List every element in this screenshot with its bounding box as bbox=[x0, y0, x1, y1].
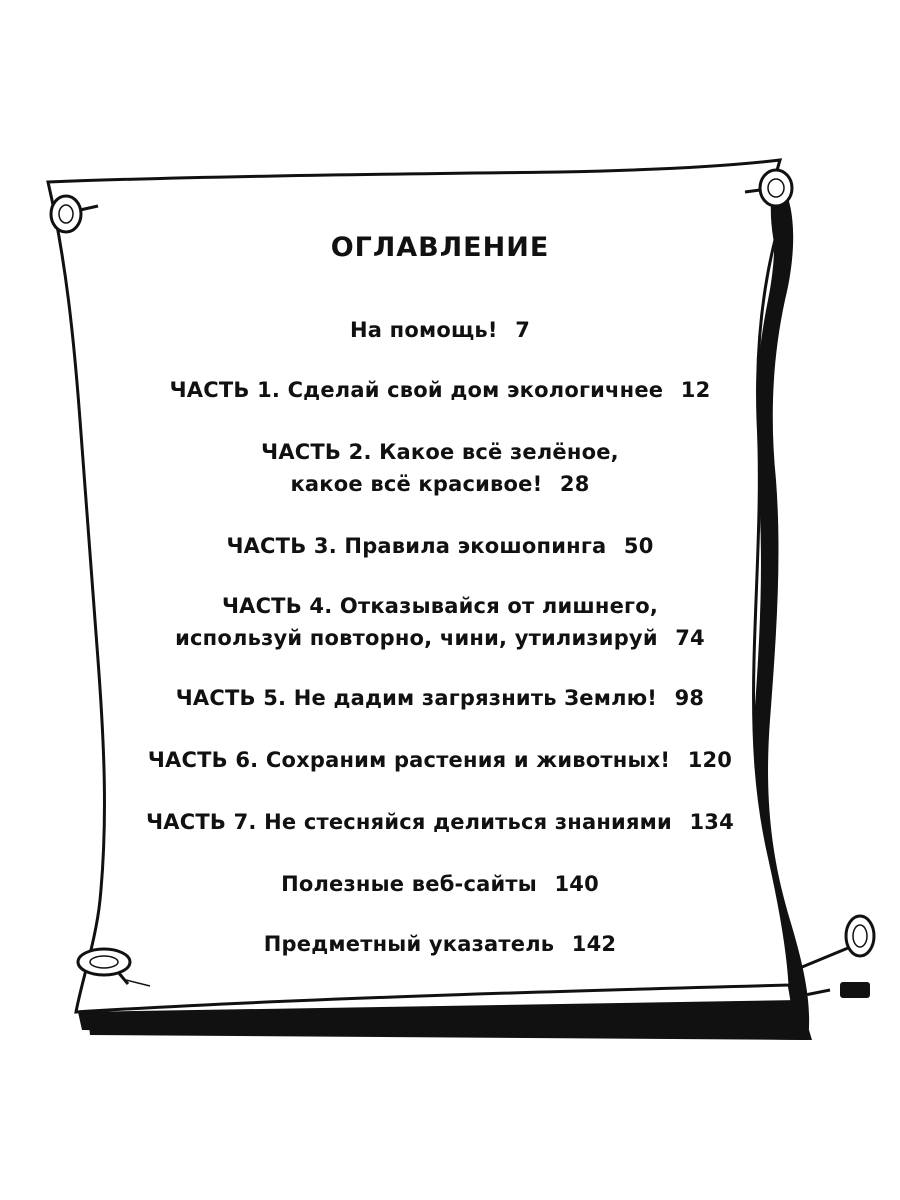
toc-entry-title: ЧАСТЬ 2. Какое всё зелёное, bbox=[261, 440, 619, 464]
toc-entry-title: ЧАСТЬ 4. Отказывайся от лишнего, bbox=[221, 594, 659, 618]
toc-entry-page: 7 bbox=[515, 318, 530, 342]
toc-entry-page: 134 bbox=[689, 810, 734, 834]
toc-entry-line1[interactable] bbox=[60, 594, 820, 618]
toc-entry-page: 140 bbox=[554, 872, 599, 896]
toc-entry[interactable] bbox=[60, 378, 820, 402]
toc-entry[interactable] bbox=[60, 534, 820, 558]
toc-entry-title: Предметный указатель bbox=[263, 932, 555, 956]
toc-heading: ОГЛАВЛЕНИЕ bbox=[330, 232, 550, 263]
toc-entry[interactable] bbox=[60, 318, 820, 342]
toc-entry-page: 120 bbox=[687, 748, 733, 772]
toc-entry-title-continued: какое всё красивое! bbox=[290, 472, 543, 496]
toc-entry-title: ЧАСТЬ 1. Сделай свой дом экологичнее bbox=[169, 378, 664, 402]
toc-entry[interactable] bbox=[60, 686, 820, 710]
toc-entry-page: 142 bbox=[571, 932, 617, 956]
toc-entry[interactable] bbox=[60, 748, 820, 772]
toc-entry-page: 50 bbox=[623, 534, 654, 558]
toc-entry-title: ЧАСТЬ 5. Не дадим загрязнить Землю! bbox=[175, 686, 658, 710]
toc-entry-title: ЧАСТЬ 6. Сохраним растения и животных! bbox=[147, 748, 671, 772]
toc-entry-page: 28 bbox=[559, 472, 590, 496]
toc-entry-line2[interactable] bbox=[60, 626, 820, 650]
toc-entry-page: 98 bbox=[674, 686, 705, 710]
toc-entry[interactable] bbox=[60, 810, 820, 834]
toc-entry-title: ЧАСТЬ 7. Не стесняйся делиться знаниями bbox=[146, 810, 672, 834]
toc-entry-title: Полезные веб-сайты bbox=[281, 872, 537, 896]
toc-entry-title: На помощь! bbox=[350, 318, 498, 342]
toc-entry-line1[interactable] bbox=[60, 440, 820, 464]
toc-entry-page: 74 bbox=[675, 626, 705, 650]
table-of-contents bbox=[60, 0, 820, 1200]
toc-entry[interactable] bbox=[60, 932, 820, 956]
toc-entry-line2[interactable] bbox=[60, 472, 820, 496]
toc-entry[interactable] bbox=[60, 872, 820, 896]
toc-entry-title: ЧАСТЬ 3. Правила экошопинга bbox=[226, 534, 607, 558]
toc-entry-title-continued: используй повторно, чини, утилизируй bbox=[175, 626, 658, 650]
toc-entry-page: 12 bbox=[680, 378, 711, 402]
